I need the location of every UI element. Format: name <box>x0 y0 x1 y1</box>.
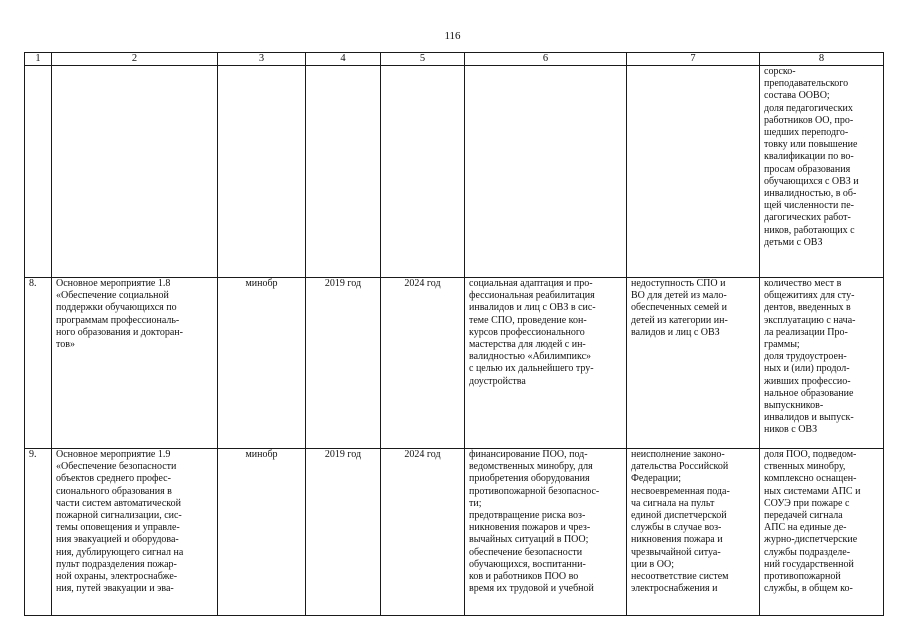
cell-line: количество мест в <box>764 278 842 289</box>
cell-line: пожарной сигнализации, сис- <box>56 510 182 522</box>
header-cell: 3 <box>218 53 306 66</box>
header-cell: 8 <box>760 53 884 66</box>
cell-line: финансирование ПОО, под- <box>469 449 588 460</box>
cell-line: граммы; <box>764 339 800 351</box>
cell-line: службы, в общем ко- <box>764 583 853 595</box>
cell-line: обеспечение безопасности <box>469 546 583 558</box>
cell-line: комплексно оснащен- <box>764 473 857 485</box>
risks-cell <box>627 278 760 449</box>
cell-line: недоступность СПО и <box>631 278 726 289</box>
cell-line: «Обеспечение безопасности <box>56 461 177 473</box>
cell-line: темы оповещения и управле- <box>56 522 180 534</box>
start-year-cell: 2019 год <box>306 278 381 449</box>
header-cell: 7 <box>627 53 760 66</box>
cell-line: ников с ОВЗ <box>764 424 818 436</box>
cell-line: эксплуатацию с нача- <box>764 314 856 326</box>
row-number-cell: 8. <box>25 278 52 449</box>
cell-line: ции в ОО; <box>631 558 674 570</box>
risks-cell <box>627 66 760 278</box>
header-cell: 4 <box>306 53 381 66</box>
start-year-cell <box>306 66 381 278</box>
executor-cell: минобр <box>218 278 306 449</box>
end-year-cell: 2024 год <box>381 278 465 449</box>
cell-line: доустройства <box>469 375 526 387</box>
cell-line: ча сигнала на пульт <box>631 497 715 509</box>
cell-line: нальное образование <box>764 387 854 399</box>
cell-line: детей из категории ин- <box>631 314 728 326</box>
cell-line: ния, дублирующего сигнал на <box>56 546 184 558</box>
cell-line: обучающихся с ОВЗ и <box>764 175 859 187</box>
page-number: 116 <box>444 30 461 42</box>
row-number-cell: 9. <box>25 449 52 616</box>
cell-line: валидностью «Абилимпикс» <box>469 351 592 363</box>
row-number-cell <box>25 66 52 278</box>
cell-line: сионального образования в <box>56 485 172 497</box>
cell-line: дательства Российской <box>631 461 729 473</box>
start-year-cell: 2019 год <box>306 449 381 616</box>
cell-line: АПС на единые де- <box>764 522 847 534</box>
cell-line: ников, работающих с <box>764 224 855 236</box>
cell-line: социальная адаптация и про- <box>469 278 593 289</box>
cell-line: доля педагогических <box>764 102 853 114</box>
risks-cell <box>627 449 760 616</box>
cell-line: несоответствие систем <box>631 571 729 583</box>
cell-line: приобретения оборудования <box>469 473 590 485</box>
indicators-cell <box>760 66 884 278</box>
header-cell: 5 <box>381 53 465 66</box>
cell-line: работников ОО, про- <box>764 114 854 126</box>
cell-line: обучающихся, воспитанни- <box>469 558 586 570</box>
cell-line: ных и (или) продол- <box>764 363 850 375</box>
cell-line: валидов и лиц с ОВЗ <box>631 326 720 338</box>
cell-line: вычайных ситуаций в ПОО; <box>469 534 589 546</box>
cell-line: передачей сигнала <box>764 510 843 522</box>
cell-line: Основное мероприятие 1.8 <box>56 278 171 289</box>
cell-line: шедших переподго- <box>764 127 849 139</box>
cell-line: Основное мероприятие 1.9 <box>56 449 171 460</box>
cell-line: мастерства для людей с ин- <box>469 339 586 351</box>
cell-line: электроснабжения и <box>631 583 718 595</box>
cell-line: никновения пожаров и чрез- <box>469 522 591 534</box>
cell-line: с целью их дальнейшего тру- <box>469 363 594 375</box>
table-row <box>25 449 884 616</box>
cell-line: доля ПОО, подведом- <box>764 449 857 460</box>
cell-line: ной охраны, электроснабже- <box>56 571 178 583</box>
cell-line: доля трудоустроен- <box>764 351 847 363</box>
cell-line: никновения пожара и <box>631 534 723 546</box>
cell-line: дагогических работ- <box>764 212 851 224</box>
measure-name-cell <box>52 449 218 616</box>
cell-line: программам профессиональ- <box>56 314 180 326</box>
cell-line: противопожарной <box>764 571 841 583</box>
cell-line: просам образования <box>764 163 851 175</box>
header-cell: 1 <box>25 53 52 66</box>
cell-line: «Обеспечение социальной <box>56 290 169 302</box>
cell-line: квалификации по во- <box>764 151 854 163</box>
cell-line: дентов, введенных в <box>764 302 851 314</box>
cell-line: противопожарной безопаснос- <box>469 485 600 497</box>
cell-line: фессиональная реабилитация <box>469 290 595 302</box>
cell-line: сорско- <box>764 66 796 77</box>
cell-line: общежитиях для сту- <box>764 290 855 302</box>
cell-line: ния, путей эвакуации и эва- <box>56 583 174 595</box>
table-row <box>25 66 884 278</box>
cell-line: объектов среднего профес- <box>56 473 171 485</box>
cell-line: ственных минобру, <box>764 461 846 473</box>
table-header-row <box>25 53 884 66</box>
cell-line: единой диспетчерской <box>631 510 727 522</box>
cell-line: товку или повышение <box>764 139 858 151</box>
table-row <box>25 278 884 449</box>
cell-line: ти; <box>469 497 482 509</box>
cell-line: детьми с ОВЗ <box>764 236 823 248</box>
cell-line: курсов профессионального <box>469 326 585 338</box>
cell-line: Федерации; <box>631 473 682 485</box>
cell-line: ВО для детей из мало- <box>631 290 727 302</box>
cell-line: предотвращение риска воз- <box>469 510 586 522</box>
cell-line: журно-диспетчерские <box>764 534 858 546</box>
cell-line: пульт подразделения пожар- <box>56 558 177 570</box>
cell-line: щей численности пе- <box>764 200 854 212</box>
cell-line: инвалидностью, в об- <box>764 188 857 200</box>
measures-table <box>24 52 884 616</box>
cell-line: неисполнение законо- <box>631 449 725 460</box>
cell-line: части систем автоматической <box>56 497 181 509</box>
expected-results-cell <box>465 449 627 616</box>
expected-results-cell <box>465 66 627 278</box>
cell-line: время их трудовой и учебной <box>469 583 594 595</box>
cell-line: чрезвычайной ситуа- <box>631 546 721 558</box>
cell-line: СОУЭ при пожаре с <box>764 497 850 509</box>
measure-name-cell <box>52 66 218 278</box>
indicators-cell <box>760 449 884 616</box>
cell-line: ного образования и докторан- <box>56 326 183 338</box>
cell-line: ков и работников ПОО во <box>469 571 579 583</box>
indicators-cell <box>760 278 884 449</box>
table-body <box>25 53 884 616</box>
executor-cell <box>218 66 306 278</box>
cell-line: состава ООВО; <box>764 90 830 102</box>
cell-line: инвалидов и лиц с ОВЗ в сис- <box>469 302 596 314</box>
header-cell: 2 <box>52 53 218 66</box>
cell-line: тов» <box>56 339 75 351</box>
cell-line: ний государственной <box>764 558 854 570</box>
cell-line: ных системами АПС и <box>764 485 861 497</box>
cell-line: обеспеченных семей и <box>631 302 727 314</box>
expected-results-cell <box>465 278 627 449</box>
header-cell: 6 <box>465 53 627 66</box>
executor-cell: минобр <box>218 449 306 616</box>
cell-line: выпускников- <box>764 400 824 412</box>
end-year-cell: 2024 год <box>381 449 465 616</box>
cell-line: ведомственных минобру, для <box>469 461 593 473</box>
cell-line: ния эвакуацией и оборудова- <box>56 534 179 546</box>
cell-line: живших профессио- <box>764 375 851 387</box>
cell-line: службы в случае воз- <box>631 522 722 534</box>
cell-line: поддержки обучающихся по <box>56 302 177 314</box>
cell-line: преподавательского <box>764 78 849 90</box>
end-year-cell <box>381 66 465 278</box>
cell-line: несвоевременная пода- <box>631 485 730 497</box>
cell-line: службы подразделе- <box>764 546 851 558</box>
cell-line: ла реализации Про- <box>764 326 848 338</box>
measure-name-cell <box>52 278 218 449</box>
cell-line: инвалидов и выпуск- <box>764 412 854 424</box>
cell-line: теме СПО, проведение кон- <box>469 314 587 326</box>
